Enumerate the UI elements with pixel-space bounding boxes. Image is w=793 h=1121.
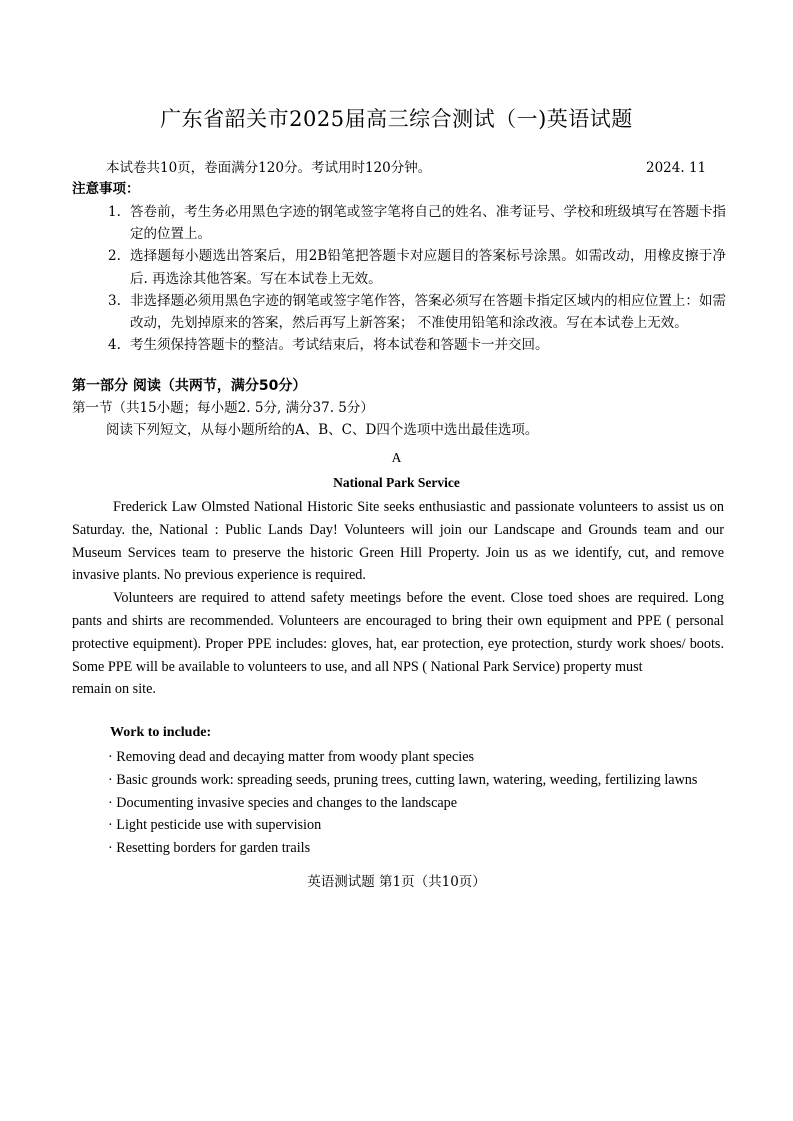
page-title: 广东省韶关市2025届高三综合测试（一)英语试题 [160,107,633,131]
notice-item-text: 考生须保持答题卡的整洁。考试结束后，将本试卷和答题卡一并交回。 [130,337,549,354]
section-note: 第一节（共15小题；每小题2. 5分, 满分37. 5分） [72,400,374,416]
exam-meta: 本试卷共10页，卷面满分120分。考试用时120分钟。 [106,160,432,176]
notice-item-number: 3. [108,292,121,309]
exam-date: 2024. 11 [646,160,707,176]
work-item: · Basic grounds work: spreading seeds, pruning trees, cutting lawn, watering, weeding, fertilizing lawns [108,771,698,788]
work-item: · Documenting invasive species and changes to the landscape [108,794,458,811]
work-item: · Removing dead and decaying matter from woody plant species [108,749,475,765]
notice-item [108,334,726,356]
work-heading: Work to include: [110,725,212,740]
notice-item-text: 非选择题必须用黑色字迹的钢笔或签字笔作答，答案必须写在答题卡指定区域内的相应位置上：如需改动，先划掉原来的答案，然后再写上新答案； 不准使用铅笔和涂改液。写在本试卷上无效。 [130,292,726,332]
passage-body [72,496,724,701]
passage-paragraph: Frederick Law Olmsted National Historic Site seeks enthusiastic and passionate volunteers to assist us on Saturday. the, National : Public Lands Day! Volunteers will join our Landscape and Grounds team and our Museum Services team to preserve the historic Green Hill Property. Join us as we identify, cut, and remove invasive plants. No previous experience is required. [72,499,724,584]
notice-item-number: 2. [108,248,121,265]
notice-item [108,201,726,245]
passage-title: National Park Service [333,475,460,490]
work-item: · Light pesticide use with supervision [108,817,322,834]
part-heading: 第一部分 阅读（共两节，满分50分） [72,378,307,394]
notice-list [108,201,726,356]
passage-paragraph-tail: remain on site. [72,681,156,698]
notice-item [108,290,726,334]
notice-item-number: 4. [108,337,121,354]
notice-item [108,245,726,289]
work-list [108,746,697,860]
notice-item-text: 选择题每小题选出答案后，用2B铅笔把答题卡对应题目的答案标号涂黑。如需改动，用橡皮擦于净后. 再选涂其他答案。写在本试卷上无效。 [130,248,726,287]
notice-item-number: 1. [108,204,121,220]
page-footer: 英语测试题 第1页（共10页） [307,874,486,890]
reading-instruction: 阅读下列短文，从每小题所给的A、B、C、D四个选项中选出最佳选项。 [106,422,539,438]
passage-letter: A [391,450,402,465]
work-item: · Resetting borders for garden trails [108,840,311,857]
passage-paragraph: Volunteers are required to attend safety meetings before the event. Close toed shoes are required. Long pants and shirts are recommended. Volunteers are encouraged to bring their own equipment and PPE ( personal protective equipment). Proper PPE includes: gloves, hat, ear protection, eye protection, sturdy work shoes/ boots. Some PPE will be available to volunteers to use, and all NPS ( National Park Service) property must [72,590,724,675]
notice-heading: 注意事项： [72,181,140,197]
notice-item-text: 答卷前，考生务必用黑色字迹的钢笔或签字笔将自己的姓名、准考证号、学校和班级填写在答题卡指定的位置上。 [130,204,726,243]
